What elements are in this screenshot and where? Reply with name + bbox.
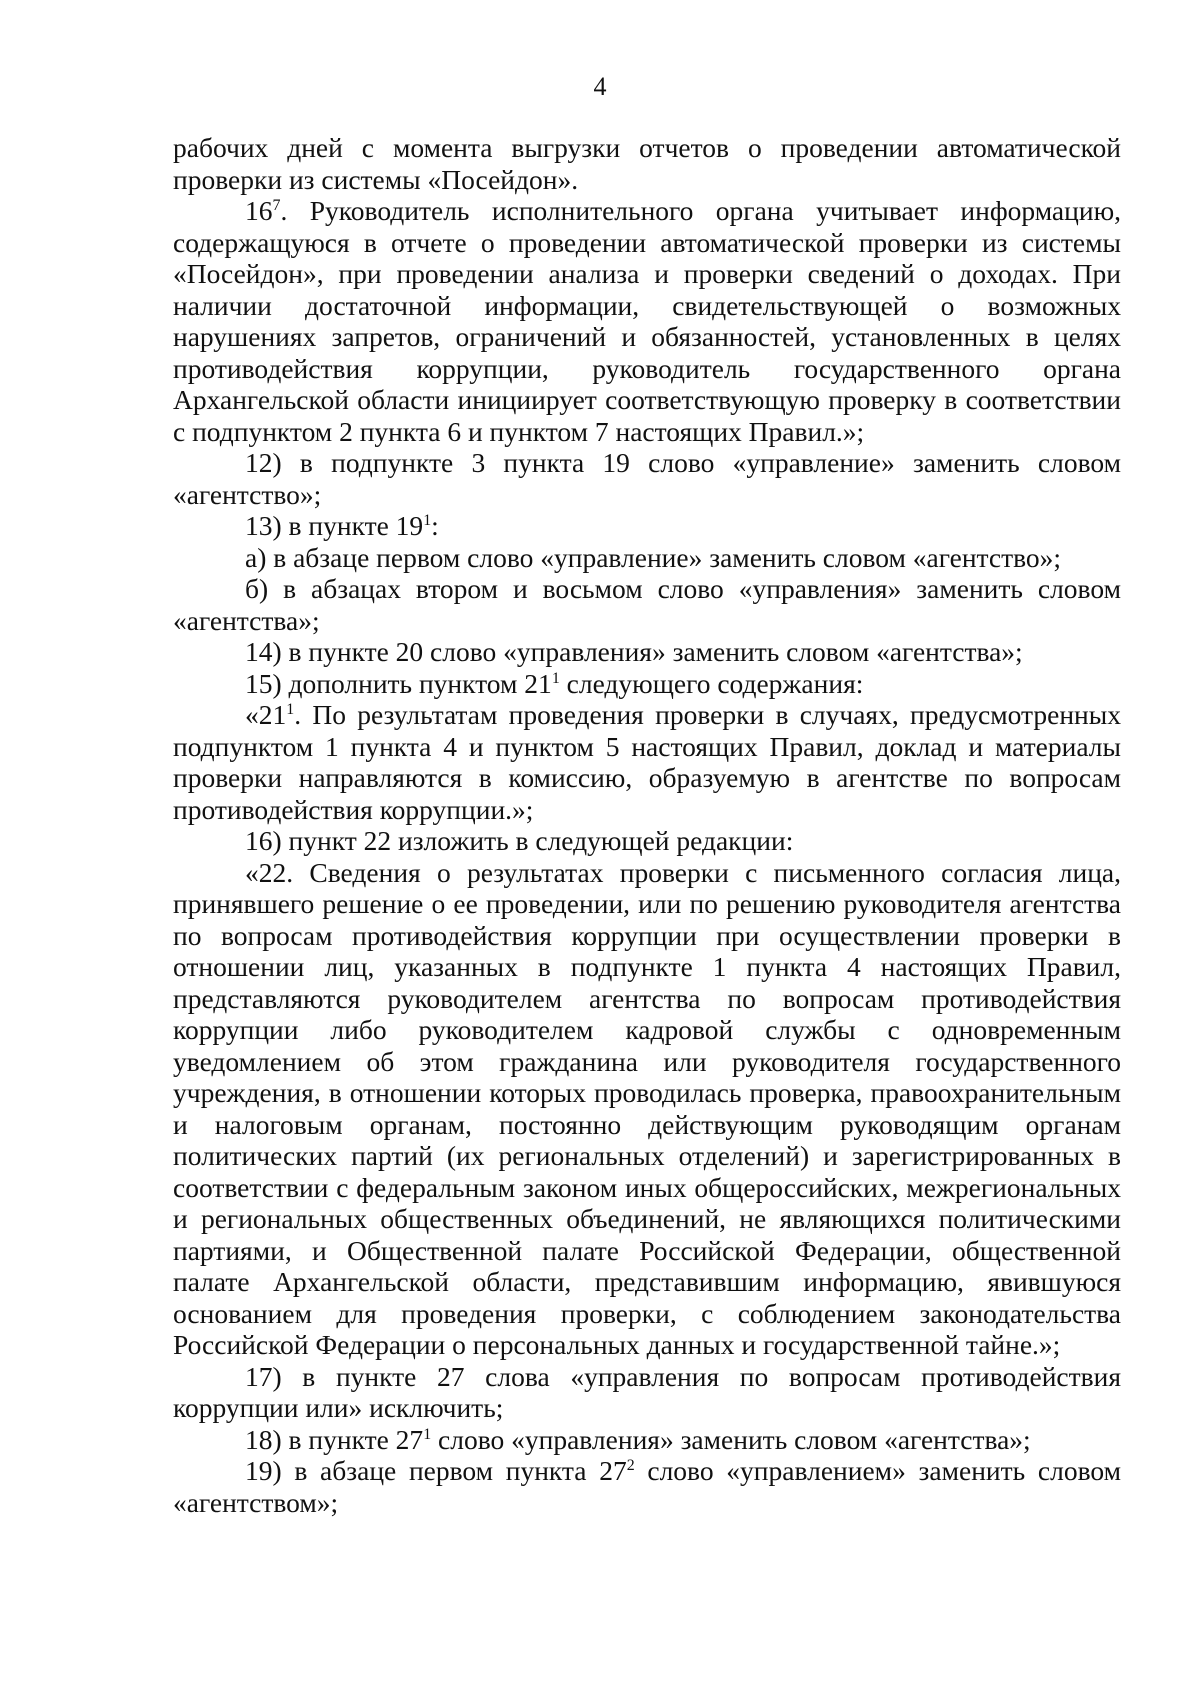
paragraph [173, 825, 1121, 857]
paragraph [173, 1361, 1121, 1424]
paragraph [173, 668, 1121, 700]
superscript: 1 [286, 701, 295, 719]
paragraph-text: 17) в пункте 27 слова «управления по вопросам противодействия коррупции или» исключить; [173, 1360, 1121, 1423]
paragraph-text: следующего содержания: [559, 667, 864, 699]
paragraph [173, 636, 1121, 668]
paragraph-text: 14) в пункте 20 слово «управления» заменить словом «агентства»; [245, 636, 1023, 667]
paragraph [173, 699, 1121, 825]
paragraph-text: : [431, 510, 439, 541]
document-body [173, 132, 1121, 1518]
paragraph-text: 19) в абзаце первом пункта 27 [245, 1455, 627, 1486]
paragraph-text: рабочих дней с момента выгрузки отчетов о проведении автоматической проверки из системы «Посейдон». [173, 132, 1121, 195]
paragraph-text: «22. Сведения о результатах проверки с письменного согласия лица, принявшего решение о ее проведении, или по решению руководителя агентства по вопросам противодействия коррупции при осуществлении проверки в отношении лиц, указанных в подпункте 1 пункта 4 настоящих Правил, представляются руководителем агентства по вопросам противодействия коррупции либо руководителем кадровой службы с одновременным уведомлением об этом гражданина или руководителя государственного учреждения, в отношении которых проводилась проверка, правоохранительным и налоговым органам, постоянно действующим руководящим органам политических партий (их региональных отделений) и зарегистрированных в соответствии с федеральным законом иных общероссийских, межрегиональных и региональных общественных объединений, не являющихся политическими партиями, и Общественной палате Российской Федерации, общественной палате Архангельской области, представившим информацию, явившуюся основанием для проведения проверки, с соблюдением законодательства Российской Федерации о персональных данных и государственной тайне.»; [173, 856, 1121, 1360]
paragraph [173, 1455, 1121, 1518]
paragraph-text: 18) в пункте 27 [245, 1423, 424, 1455]
superscript: 7 [272, 197, 281, 215]
paragraph [173, 510, 1121, 542]
paragraph-text: 12) в подпункте 3 пункта 19 слово «управление» заменить словом «агентство»; [173, 447, 1121, 510]
superscript: 1 [423, 512, 432, 530]
paragraph-text: а) в абзаце первом слово «управление» заменить словом «агентство»; [245, 541, 1062, 573]
paragraph-text: слово «управления» заменить словом «агентства»; [431, 1423, 1031, 1455]
paragraph-text: «21 [245, 699, 287, 730]
superscript: 2 [626, 1457, 635, 1475]
paragraph [173, 1424, 1121, 1456]
paragraph [173, 195, 1121, 447]
paragraph [173, 447, 1121, 510]
paragraph [173, 132, 1121, 195]
paragraph-text: 16 [245, 195, 273, 226]
paragraph-text: б) в абзацах втором и восьмом слово «управления» заменить словом «агентства»; [173, 573, 1121, 636]
paragraph-text: 13) в пункте 19 [245, 510, 424, 541]
paragraph-text: . Руководитель исполнительного органа учитывает информацию, содержащуюся в отчете о проведении автоматической проверки из системы «Посейдон», при проведении анализа и проверки сведений о доходах. При наличии достаточной информации, свидетельствующей о возможных нарушениях запретов, ограничений и обязанностей, установленных в целях противодействия коррупции, руководитель государственного органа Архангельской области инициирует соответствующую проверку в соответствии с подпунктом 2 пункта 6 и пунктом 7 настоящих Правил.»; [173, 195, 1121, 447]
paragraph [173, 857, 1121, 1361]
paragraph-text: . По результатам проведения проверки в случаях, предусмотренных подпунктом 1 пункта 4 и пунктом 5 настоящих Правил, доклад и материалы проверки направляются в комиссию, образуемую в агентстве по вопросам противодействия коррупции.»; [173, 699, 1121, 825]
superscript: 1 [551, 669, 560, 687]
paragraph-text: слово «управлением» заменить словом «агентством»; [173, 1455, 1122, 1518]
page-number: 4 [593, 72, 607, 101]
paragraph [173, 542, 1121, 574]
paragraph-text: 16) пункт 22 изложить в следующей редакции: [245, 825, 794, 856]
paragraph-text: 15) дополнить пунктом 21 [245, 667, 552, 699]
superscript: 1 [423, 1425, 432, 1443]
paragraph [173, 573, 1121, 636]
